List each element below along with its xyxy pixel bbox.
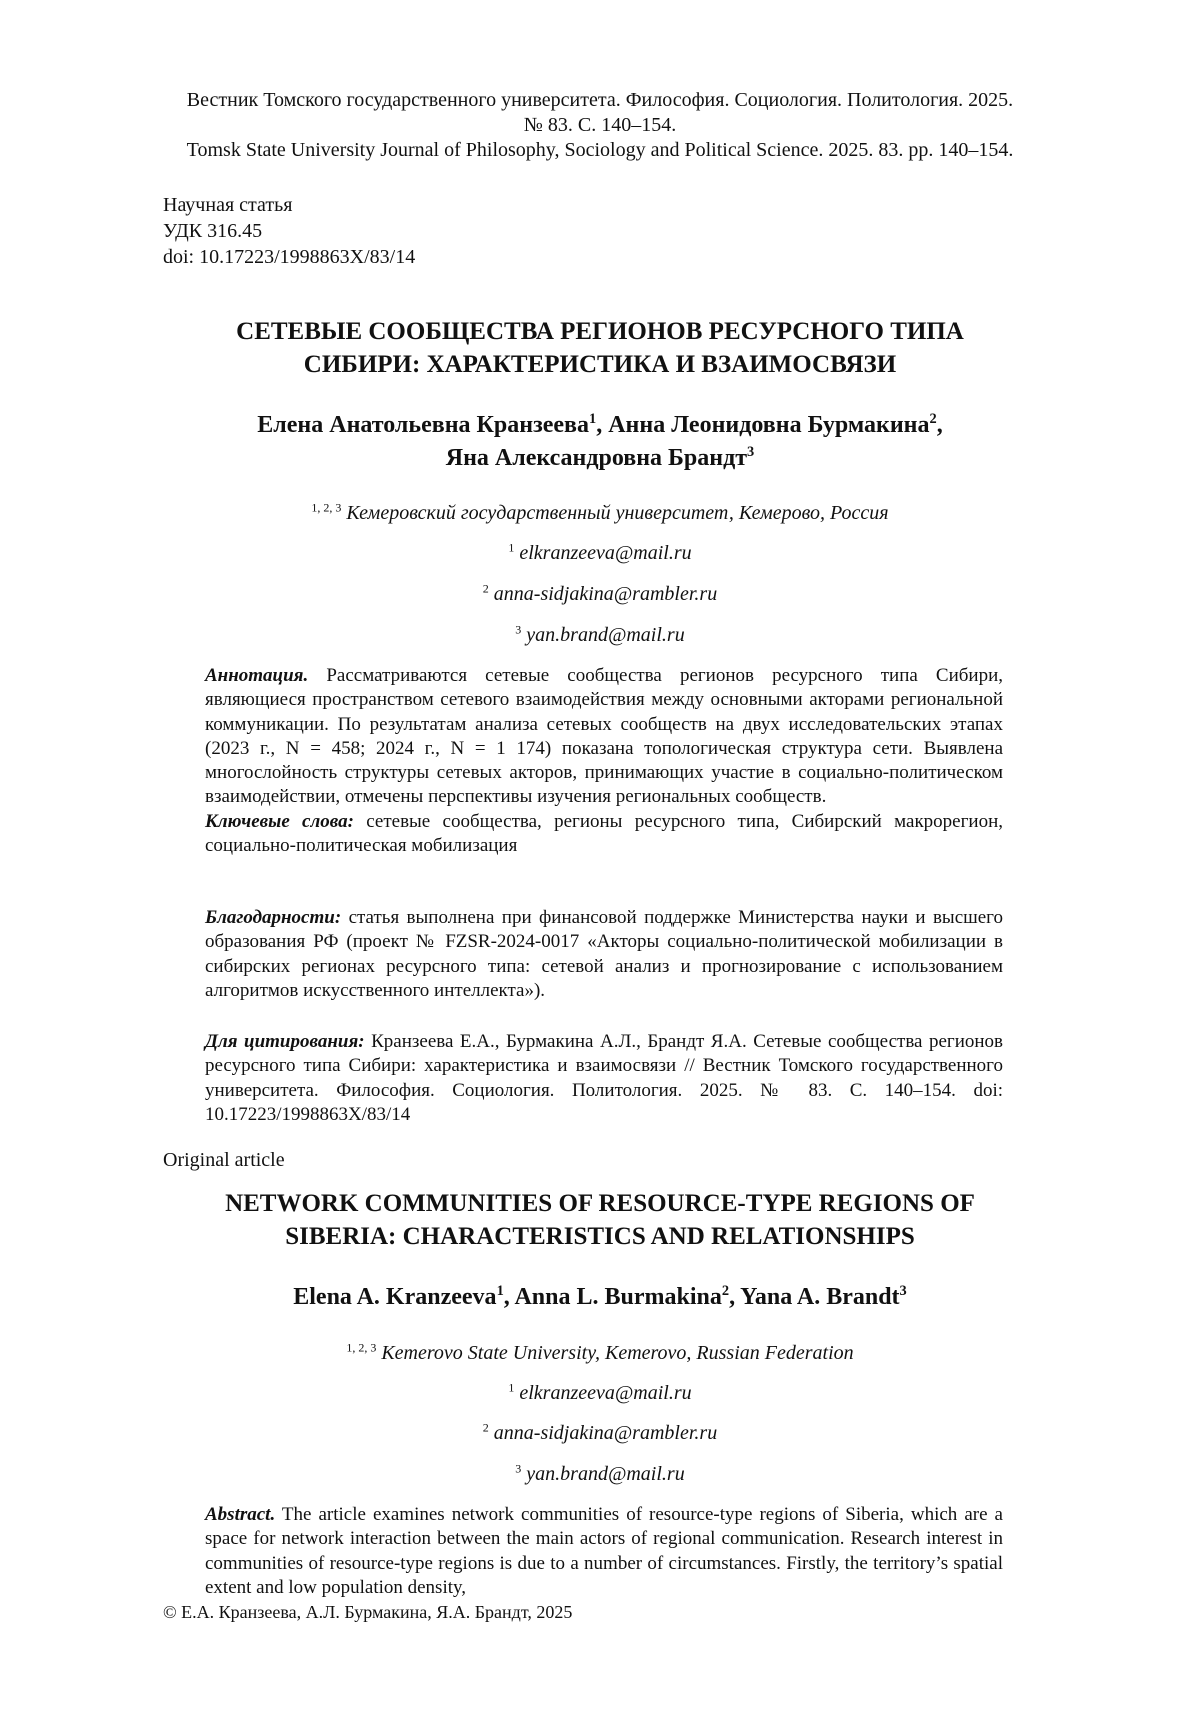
abstract-label: Abstract. bbox=[205, 1504, 276, 1525]
article-type-ru: Научная статья bbox=[163, 194, 293, 216]
cite-label: Для цитирования: bbox=[205, 1031, 365, 1052]
email-2-ru: $^2$ anna-sidjakina@rambler.ru bbox=[482, 581, 718, 605]
citation bbox=[205, 1030, 1003, 1127]
author-name: Елена Анатольевна Кранзеева bbox=[257, 412, 590, 438]
authors-ru-line2: Яна Александровна Брандт$^3$ bbox=[445, 444, 755, 471]
ack-text: статья выполнена при финансовой поддержке Министерства науки и высшего образования РФ (проект № FZSR-2024-0017 «Акторы социально-политической мобилизации в сибирских регионах ресурсного типа: сетевой анализ и прогнозирование с использованием алгоритмов искусственного интеллекта»). bbox=[205, 907, 1004, 1001]
author-name: Yana A. Brandt bbox=[740, 1284, 900, 1310]
journal-issue-ru: № 83. С. 140–154. bbox=[523, 114, 677, 136]
journal-header-ru: Вестник Томского государственного университета. Философия. Социология. Политология. 2025. bbox=[186, 89, 1014, 111]
authors-ru-line1: Елена Анатольевна Кранзеева$^1$, Анна Леонидовна Бурмакина$^2$, bbox=[257, 411, 943, 438]
abstract-ru bbox=[205, 664, 1003, 858]
email-3-en: $^3$ yan.brand@mail.ru bbox=[515, 1461, 685, 1485]
title-ru-line1: СЕТЕВЫЕ СООБЩЕСТВА РЕГИОНОВ РЕСУРСНОГО ТИПА bbox=[236, 318, 964, 345]
abstract-en bbox=[205, 1503, 1003, 1600]
title-en-line1: NETWORK COMMUNITIES OF RESOURCE-TYPE REGIONS OF bbox=[225, 1190, 975, 1217]
abstract-text: The article examines network communities of resource-type regions of Siberia, which are a space for network interaction between the main actors of regional communication. Research interest in communities of resource-type regions is due to a number of circumstances. Firstly, the territory’s spatial extent and low population density, bbox=[205, 1504, 1003, 1598]
cite-text: Кранзеева Е.А., Бурмакина А.Л., Брандт Я.А. Сетевые сообщества регионов ресурсного типа Сибири: характеристика и взаимосвязи // Вестник Томского государственного университета. Философия. Социология. Политология. 2025. № 83. С. 140–154. doi: 10.17223/1998863Х/83/14 bbox=[205, 1031, 1004, 1125]
author-name: Яна Александровна Брандт bbox=[445, 445, 748, 471]
udc-code: УДК 316.45 bbox=[163, 220, 263, 242]
title-ru-line2: СИБИРИ: ХАРАКТЕРИСТИКА И ВЗАИМОСВЯЗИ bbox=[303, 351, 897, 378]
email-3-ru: $^3$ yan.brand@mail.ru bbox=[515, 622, 685, 646]
doi: doi: 10.17223/1998863Х/83/14 bbox=[163, 246, 416, 268]
affiliation-ru: $^{1, 2, 3}$ Кемеровский государственный университет, Кемерово, Россия bbox=[311, 500, 889, 524]
author-name: Elena A. Kranzeeva bbox=[293, 1284, 497, 1310]
keywords-text: сетевые сообщества, регионы ресурсного типа, Сибирский макрорегион, социально-политическая мобилизация bbox=[205, 810, 1003, 857]
journal-header-en: Tomsk State University Journal of Philosophy, Sociology and Political Science. 2025. 83. pp. 140–154. bbox=[186, 139, 1014, 161]
email-1-ru: $^1$ elkranzeeva@mail.ru bbox=[508, 540, 692, 564]
abstract-text: Рассматриваются сетевые сообщества регионов ресурсного типа Сибири, являющиеся пространством сетевого взаимодействия между основными акторами региональной коммуникации. По результатам анализа сетевых сообществ на двух исследовательских этапах (2023 г., N = 458; 2024 г., N = 1 174) показана топологическая структура сети. Выявлена многослойность структуры сетевых акторов, принимающих участие в социально-политическом взаимодействии, отмечены перспективы изучения региональных сообществ. bbox=[205, 665, 1004, 808]
author-name: Анна Леонидовна Бурмакина bbox=[608, 412, 930, 438]
email-2-en: $^2$ anna-sidjakina@rambler.ru bbox=[482, 1420, 718, 1444]
affiliation-en: $^{1, 2, 3}$ Kemerovo State University, Kemerovo, Russian Federation bbox=[346, 1340, 854, 1364]
title-en-line2: SIBERIA: CHARACTERISTICS AND RELATIONSHIPS bbox=[285, 1223, 915, 1250]
author-name: Anna L. Burmakina bbox=[514, 1284, 722, 1310]
ack-label: Благодарности: bbox=[205, 907, 342, 928]
keywords-label: Ключевые слова: bbox=[205, 810, 354, 832]
abstract-label: Аннотация. bbox=[205, 665, 309, 686]
copyright: © Е.А. Кранзеева, А.Л. Бурмакина, Я.А. Брандт, 2025 bbox=[163, 1602, 573, 1622]
authors-en: Elena A. Kranzeeva$^1$, Anna L. Burmakina$^2$, Yana A. Brandt$^3$ bbox=[293, 1283, 907, 1310]
acknowledgements bbox=[205, 906, 1003, 1003]
email-1-en: $^1$ elkranzeeva@mail.ru bbox=[508, 1380, 692, 1404]
article-type-en: Original article bbox=[163, 1149, 285, 1171]
